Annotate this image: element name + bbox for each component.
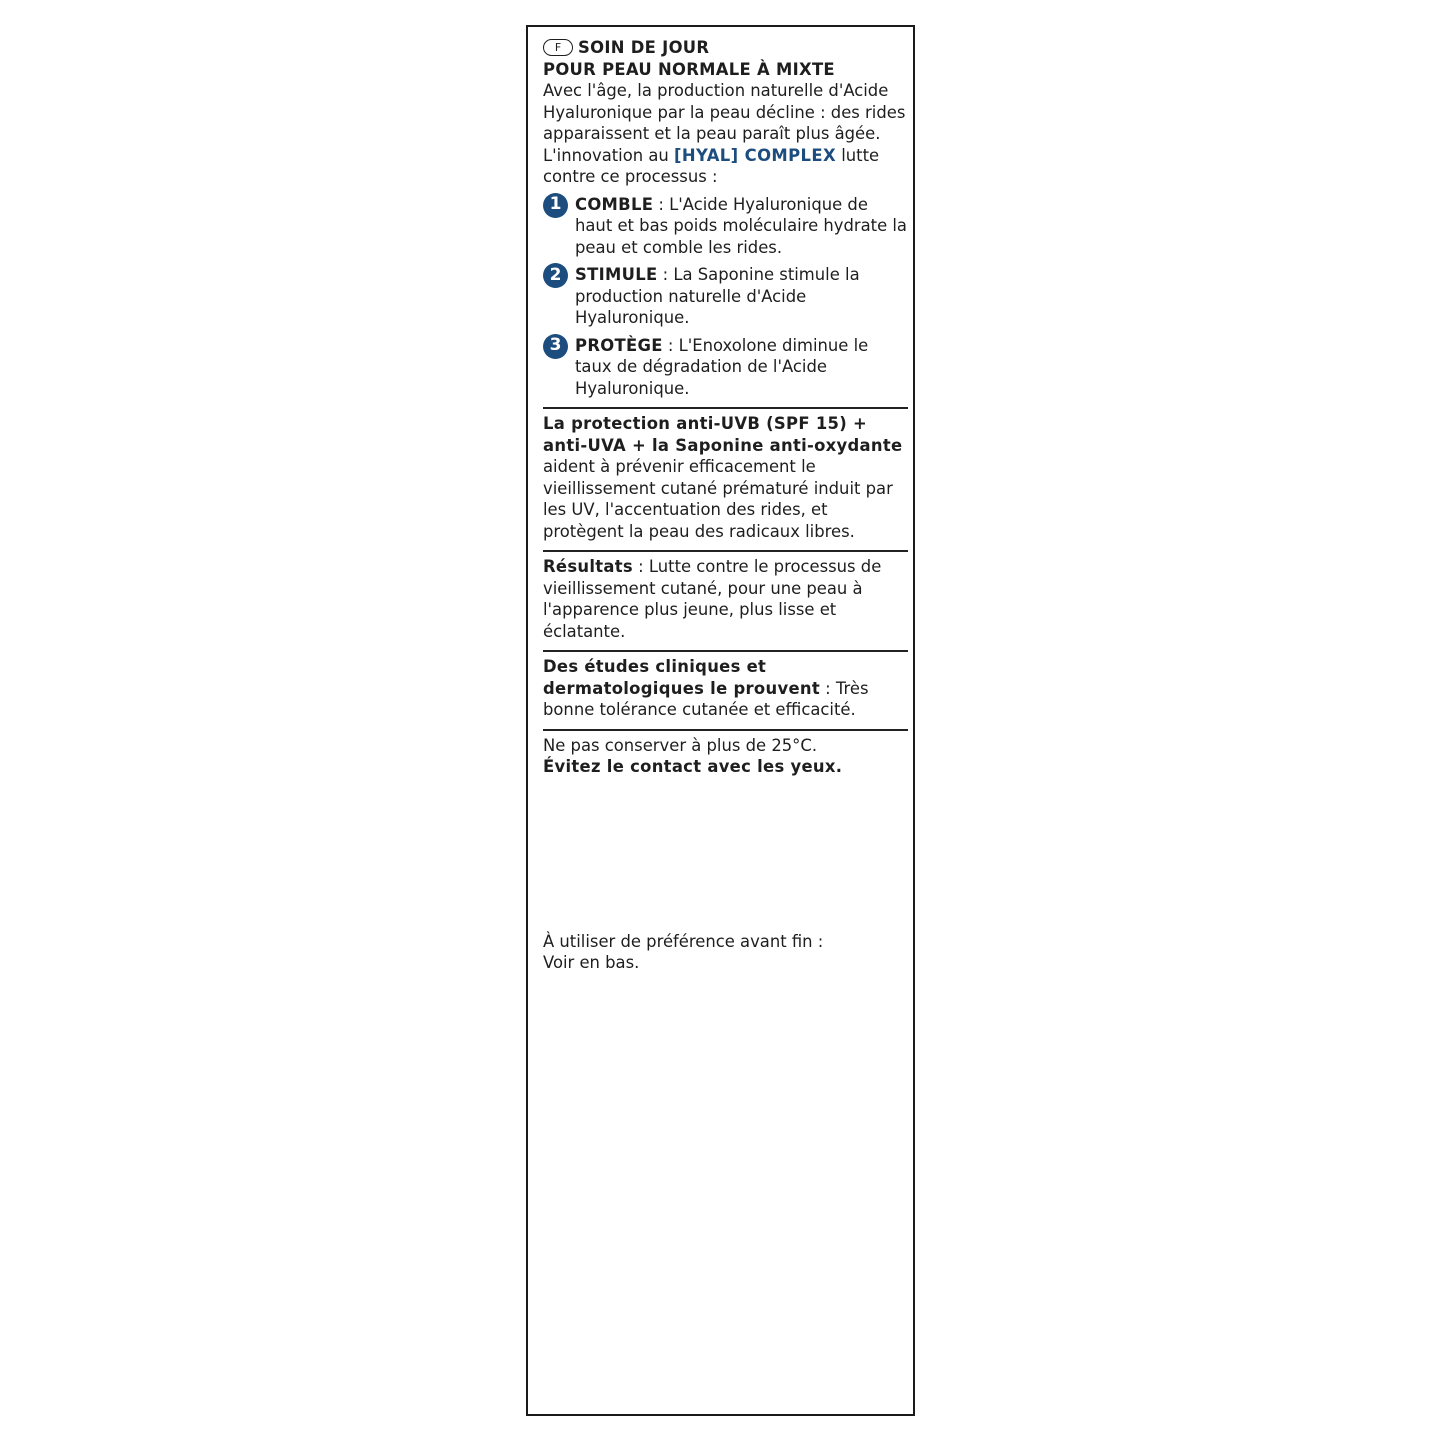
best-before-line-2: Voir en bas. [543, 952, 640, 972]
intro-paragraph [543, 80, 907, 188]
step-3-text-block [575, 335, 907, 400]
title-row [543, 37, 907, 59]
brand-complex: [HYAL] COMPLEX [674, 145, 836, 165]
protection-text: aident à prévenir efficacement le vieillissement cutané prématuré induit par les UV, l'accentuation des rides, et protègent la peau des radicaux libres. [543, 457, 893, 541]
studies-text: : Très bonne tolérance cutanée et efficacité. [543, 678, 869, 719]
step-number-3-icon: 3 [543, 334, 568, 359]
storage-text: Ne pas conserver à plus de 25°C. [543, 735, 818, 755]
step-1-text: : L'Acide Hyaluronique de haut et bas poids moléculaire hydrate la peau et comble les rides. [575, 194, 907, 257]
studies-bold: Des études cliniques et dermatologiques le prouvent [543, 657, 820, 698]
results-paragraph [543, 552, 907, 642]
studies-paragraph [543, 652, 907, 721]
step-1-text-block [575, 194, 907, 259]
step-3-keyword: PROTÈGE [575, 335, 663, 355]
step-2 [543, 264, 907, 329]
best-before-block [543, 932, 903, 973]
step-3 [543, 335, 907, 400]
storage-paragraph [543, 731, 907, 778]
protection-bold: La protection anti-UVB (SPF 15) + anti-UVA + la Saponine anti-oxydante [543, 414, 903, 455]
steps-list [543, 194, 907, 400]
step-2-keyword: STIMULE [575, 265, 658, 284]
step-number-1-icon: 1 [543, 193, 568, 218]
results-bold: Résultats [543, 557, 633, 576]
results-text: : Lutte contre le processus de vieillissement cutané, pour une peau à l'apparence plus jeune, plus lisse et éclatante. [543, 557, 882, 641]
step-2-text: : La Saponine stimule la production naturelle d'Acide Hyaluronique. [575, 265, 860, 327]
label-content [543, 37, 907, 778]
eyes-warning: Évitez le contact avec les yeux. [543, 757, 843, 776]
protection-paragraph [543, 409, 907, 542]
intro-end: lutte contre ce processus : [543, 145, 880, 186]
language-badge: F [543, 39, 573, 56]
intro-text: Avec l'âge, la production naturelle d'Acide Hyaluronique par la peau décline : des rides apparaissent et la peau paraît plus âgée. L'innovation au [543, 81, 906, 165]
step-2-text-block [575, 264, 907, 329]
step-1-keyword: COMBLE [575, 194, 654, 214]
best-before-line-1: À utiliser de préférence avant fin : [543, 932, 824, 951]
step-number-2-icon: 2 [543, 263, 568, 288]
title-line-1: SOIN DE JOUR [578, 38, 710, 57]
title-line-2: POUR PEAU NORMALE À MIXTE [543, 59, 835, 79]
step-3-text: : L'Enoxolone diminue le taux de dégradation de l'Acide Hyaluronique. [575, 335, 869, 398]
step-1 [543, 194, 907, 259]
